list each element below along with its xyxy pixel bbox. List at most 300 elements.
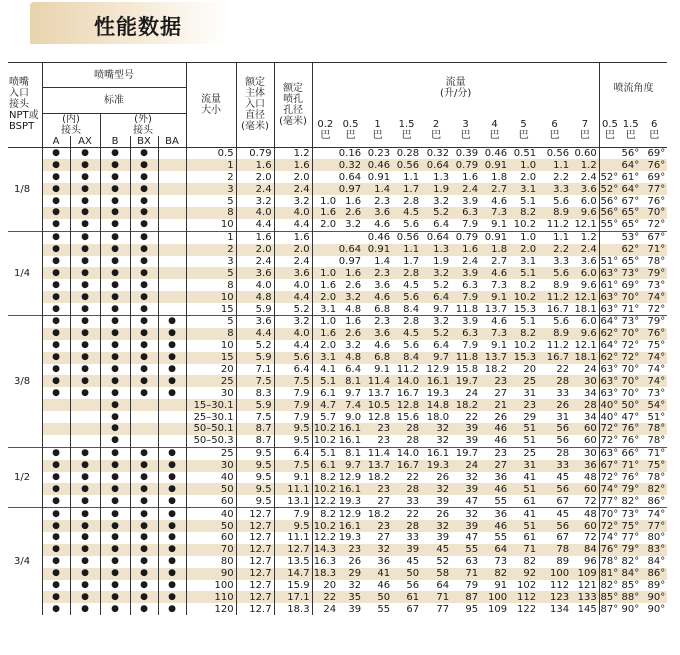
flow-value: 145 xyxy=(571,603,599,615)
flow-value: 63 xyxy=(465,556,479,568)
flow-value: 12.2 xyxy=(313,532,337,544)
flow-value: 48 xyxy=(571,472,599,484)
spray-angle: 88° xyxy=(621,591,640,603)
flow-value: 6.4 xyxy=(433,340,450,352)
model-availability-dot: ● xyxy=(100,159,130,171)
spray-angle: 78° xyxy=(641,423,667,435)
model-availability-dot xyxy=(130,399,158,411)
flow-value: 2.0 xyxy=(320,219,337,231)
model-header: 喷嘴型号 xyxy=(42,63,186,88)
flow-value: 35 xyxy=(338,591,363,603)
inlet-diameter: 0.79 xyxy=(236,147,274,159)
inlet-diameter: 3.2 xyxy=(236,195,274,207)
flow-value: 9.1 xyxy=(491,219,508,231)
model-availability-dot: ● xyxy=(158,508,186,520)
flow-value: 2.6 xyxy=(345,279,362,291)
model-availability-dot: ● xyxy=(130,580,158,592)
flow-value: 45 xyxy=(421,544,451,556)
orifice-header: 额定 喷孔 孔径 (毫米) xyxy=(274,63,312,148)
flow-value: 24 xyxy=(571,364,599,376)
inlet-diameter: 5.9 xyxy=(236,399,274,411)
model-availability-dot: ● xyxy=(158,532,186,544)
flow-value: 8.4 xyxy=(392,352,421,364)
table-row xyxy=(8,591,667,603)
table-row xyxy=(8,423,667,435)
flow-value: 18.0 xyxy=(426,411,450,423)
table-row xyxy=(8,508,667,520)
flow-value: 26 xyxy=(538,399,571,411)
flow-size: 3 xyxy=(186,183,236,195)
model-availability-dot: ● xyxy=(100,352,130,364)
spray-angle: 70° xyxy=(621,387,640,399)
model-availability-dot: ● xyxy=(100,279,130,291)
flow-value: 2.2 xyxy=(538,244,571,256)
flow-value: 2.8 xyxy=(392,315,421,327)
spray-angle: 63° xyxy=(600,291,619,303)
model-availability-dot xyxy=(158,231,186,243)
table-row xyxy=(8,159,667,171)
flow-value: 39 xyxy=(392,544,421,556)
spray-angle: 71° xyxy=(621,460,640,472)
flow-value: 71 xyxy=(421,591,451,603)
table-row xyxy=(8,387,667,399)
spray-angle: 56° xyxy=(600,207,619,219)
model-availability-dot: ● xyxy=(130,315,158,327)
flow-value: 12.8 xyxy=(392,399,421,411)
inlet-diameter: 2.4 xyxy=(236,256,274,268)
flow-value: 1.1 xyxy=(538,159,571,171)
flow-size: 25 xyxy=(186,375,236,387)
orifice-diameter: 4.4 xyxy=(274,340,312,352)
flow-value: 73 xyxy=(494,556,508,568)
orifice-diameter: 14.7 xyxy=(274,568,312,580)
spray-angle: 82° xyxy=(641,483,667,495)
model-availability-dot: ● xyxy=(70,483,100,495)
spray-angle: 63° xyxy=(600,375,619,387)
flow-value: 16.1 xyxy=(338,520,362,532)
orifice-diameter: 4.4 xyxy=(274,219,312,231)
flow-value: 0.56 xyxy=(392,231,421,243)
model-availability-dot: ● xyxy=(70,291,100,303)
spray-angle: 52° xyxy=(600,171,619,183)
model-availability-dot: ● xyxy=(158,472,186,484)
flow-value: 31 xyxy=(509,460,538,472)
flow-value: 1.6 xyxy=(338,267,363,279)
orifice-diameter: 3.6 xyxy=(274,267,312,279)
model-availability-dot: ● xyxy=(130,508,158,520)
npt-size: 3/4 xyxy=(8,508,42,616)
inlet-diameter: 12.7 xyxy=(236,580,274,592)
flow-value: 32 xyxy=(436,435,450,447)
flow-value: 23 xyxy=(363,423,392,435)
model-availability-dot: ● xyxy=(42,495,70,507)
flow-value: 20 xyxy=(523,363,537,375)
spray-angle: 79° xyxy=(621,544,640,556)
spray-angle: 61° xyxy=(600,279,619,291)
inlet-diameter: 12.7 xyxy=(236,508,274,520)
flow-value: 9.0 xyxy=(345,411,362,423)
flow-value: 39 xyxy=(451,423,480,435)
flow-value: 11.2 xyxy=(538,291,571,303)
orifice-diameter: 6.4 xyxy=(274,447,312,459)
spray-angle: 67° xyxy=(641,231,667,243)
model-availability-dot: ● xyxy=(100,315,130,327)
model-availability-dot: ● xyxy=(42,460,70,472)
orifice-diameter: 3.2 xyxy=(274,315,312,327)
flow-value: 15.3 xyxy=(509,352,538,364)
flow-size: 30 xyxy=(186,460,236,472)
flow-value: 32 xyxy=(348,580,362,591)
model-availability-dot: ● xyxy=(130,447,158,459)
flow-value: 18.2 xyxy=(363,508,392,520)
model-availability-dot: ● xyxy=(70,303,100,315)
model-availability-dot: ● xyxy=(130,219,158,231)
flow-value: 45 xyxy=(538,508,571,520)
model-availability-dot: ● xyxy=(130,387,158,399)
flow-value: 8.2 xyxy=(320,471,337,483)
flow-value: 13.7 xyxy=(363,460,392,472)
flow-value: 3.6 xyxy=(363,207,392,219)
flow-value: 34 xyxy=(571,387,599,399)
orifice-diameter: 11.1 xyxy=(274,483,312,495)
model-availability-dot: ● xyxy=(100,544,130,556)
model-availability-dot: ● xyxy=(100,399,130,411)
flow-value: 24 xyxy=(323,603,337,615)
flow-value: 0.91 xyxy=(480,231,509,243)
flow-value: 9.1 xyxy=(480,291,509,303)
inlet-header: 额定 主体 入口 直径 (毫米) xyxy=(236,63,274,148)
model-availability-dot: ● xyxy=(70,532,100,544)
table-row xyxy=(8,411,667,423)
inlet-diameter: 2.4 xyxy=(236,183,274,195)
model-availability-dot: ● xyxy=(70,495,100,507)
flow-value: 56 xyxy=(538,423,571,435)
flow-value: 14.0 xyxy=(392,375,421,387)
orifice-diameter: 4.4 xyxy=(274,291,312,303)
spray-angle: 55° xyxy=(600,219,619,231)
model-availability-dot: ● xyxy=(158,328,186,340)
model-availability-dot: ● xyxy=(42,340,70,352)
flow-value: 64 xyxy=(480,544,509,556)
flow-value: 11.4 xyxy=(363,375,392,387)
orifice-diameter: 2.4 xyxy=(274,256,312,268)
model-availability-dot: ● xyxy=(70,352,100,364)
flow-value: 5.2 xyxy=(433,279,450,291)
spray-angle: 64° xyxy=(621,159,640,171)
flow-value: 134 xyxy=(549,603,570,615)
flow-value: 2.3 xyxy=(363,315,392,327)
flow-value: 8.1 xyxy=(338,447,363,459)
flow-value: 36 xyxy=(494,471,508,483)
flow-value: 13.7 xyxy=(480,352,509,364)
spray-angle: 70° xyxy=(621,291,640,303)
model-availability-dot: ● xyxy=(70,328,100,340)
flow-value: 4.6 xyxy=(480,315,509,327)
model-availability-dot xyxy=(158,267,186,279)
p-8: 6 巴 xyxy=(538,113,571,147)
flow-value: 12.1 xyxy=(571,291,599,303)
flow-value: 51 xyxy=(509,423,538,435)
spray-angle: 64° xyxy=(600,340,619,352)
flow-value: 6.8 xyxy=(374,303,391,315)
flow-value: 109 xyxy=(571,568,599,580)
spray-angle: 76° xyxy=(621,423,640,435)
model-availability-dot: ● xyxy=(70,460,100,472)
flow-value: 10.2 xyxy=(513,219,537,231)
flow-value: 30 xyxy=(571,447,599,459)
inlet-diameter: 7.5 xyxy=(236,375,274,387)
inlet-diameter: 8.3 xyxy=(236,387,274,399)
flow-value: 4.8 xyxy=(338,352,363,364)
flow-value: 5.1 xyxy=(520,195,537,207)
model-availability-dot: ● xyxy=(130,520,158,532)
flow-value: 8.2 xyxy=(509,207,538,219)
model-availability-dot: ● xyxy=(130,352,158,364)
flow-value: 27 xyxy=(480,460,509,472)
flow-value: 27 xyxy=(377,495,391,507)
spray-angle: 63° xyxy=(600,363,619,375)
spray-angle: 77° xyxy=(641,183,667,195)
inlet-diameter: 3.6 xyxy=(236,267,274,279)
spray-angle: 73° xyxy=(621,267,640,279)
model-availability-dot: ● xyxy=(130,328,158,340)
model-availability-dot: ● xyxy=(100,520,130,532)
inlet-diameter: 5.9 xyxy=(236,352,274,364)
orifice-diameter: 1.6 xyxy=(274,159,312,171)
spray-angle: 74° xyxy=(600,483,619,495)
flow-value: 4.8 xyxy=(345,303,362,315)
flow-value: 61 xyxy=(523,495,537,507)
flow-value: 16.1 xyxy=(338,483,362,495)
flow-size: 40 xyxy=(186,472,236,484)
flow-value: 2.4 xyxy=(462,255,479,267)
col-bx: BX xyxy=(130,136,158,148)
flow-value: 50 xyxy=(363,591,392,603)
model-availability-dot: ● xyxy=(70,520,100,532)
spray-angle: 69° xyxy=(647,147,666,159)
orifice-diameter: 12.7 xyxy=(274,544,312,556)
flow-value: 3.2 xyxy=(345,219,362,231)
flow-value: 78 xyxy=(538,544,571,556)
flow-value: 4.6 xyxy=(491,195,508,207)
flow-value: 28 xyxy=(392,520,421,532)
flow-value: 10.2 xyxy=(313,423,337,435)
flow-value: 56 xyxy=(406,580,420,591)
flow-size: 1 xyxy=(186,231,236,243)
table-row xyxy=(8,244,667,256)
flow-value: 6.4 xyxy=(345,363,362,375)
flow-value: 12.9 xyxy=(338,508,362,520)
flow-value xyxy=(338,231,363,243)
inlet-diameter: 1.6 xyxy=(236,231,274,243)
flow-value: 6.1 xyxy=(320,387,337,399)
orifice-diameter: 11.1 xyxy=(274,532,312,544)
flow-value: 60 xyxy=(571,423,599,435)
flow-value: 0.39 xyxy=(455,147,479,159)
flow-value: 100 xyxy=(480,591,509,603)
flow-value: 1.6 xyxy=(320,279,337,291)
model-availability-dot: ● xyxy=(100,460,130,472)
model-availability-dot: ● xyxy=(130,303,158,315)
flow-value: 1.6 xyxy=(462,171,479,183)
flow-value: 28 xyxy=(406,435,420,447)
flow-value: 0.91 xyxy=(367,171,391,183)
model-availability-dot: ● xyxy=(130,183,158,195)
model-availability-dot: ● xyxy=(42,472,70,484)
flow-value: 1.6 xyxy=(312,328,338,340)
flow-value: 2.6 xyxy=(338,207,363,219)
orifice-diameter: 7.9 xyxy=(274,387,312,399)
model-availability-dot: ● xyxy=(70,279,100,291)
flow-value: 27 xyxy=(494,387,508,399)
model-availability-dot: ● xyxy=(70,508,100,520)
flow-value: 18.2 xyxy=(451,399,480,411)
spray-angle: 85° xyxy=(600,591,619,603)
model-availability-dot: ● xyxy=(100,303,130,315)
flow-value: 56 xyxy=(538,483,571,495)
flow-value: 45 xyxy=(406,556,420,568)
orifice-diameter: 7.9 xyxy=(274,508,312,520)
flow-value: 1.0 xyxy=(312,315,338,327)
model-availability-dot: ● xyxy=(42,171,70,183)
flow-value: 51 xyxy=(509,520,538,532)
orifice-diameter: 4.0 xyxy=(274,328,312,340)
model-availability-dot: ● xyxy=(42,352,70,364)
flow-value: 8.1 xyxy=(338,375,363,387)
flow-value: 6.0 xyxy=(571,315,599,327)
flow-value: 1.2 xyxy=(571,231,599,243)
flow-size: 60 xyxy=(186,532,236,544)
flow-size: 15 xyxy=(186,352,236,364)
model-availability-dot xyxy=(158,183,186,195)
spray-angle: 54° xyxy=(641,399,667,411)
flow-value: 1.8 xyxy=(491,171,508,183)
flow-value: 48 xyxy=(571,508,599,520)
flow-value: 77 xyxy=(436,603,450,615)
p-0: 0.2 巴 xyxy=(312,113,338,147)
flow-value: 8.4 xyxy=(403,303,420,315)
spray-angle: 63° xyxy=(600,448,619,460)
spray-angle: 79° xyxy=(641,315,667,327)
flow-value: 10.2 xyxy=(313,483,337,495)
flow-size: 2 xyxy=(186,244,236,256)
model-availability-dot: ● xyxy=(130,483,158,495)
flow-value: 28 xyxy=(392,483,421,495)
model-availability-dot: ● xyxy=(158,556,186,568)
table-row xyxy=(8,147,667,159)
model-availability-dot: ● xyxy=(70,315,100,327)
model-availability-dot: ● xyxy=(100,603,130,615)
model-availability-dot: ● xyxy=(130,364,158,376)
flow-value: 4.6 xyxy=(374,219,391,231)
spray-angle: 81° xyxy=(600,568,619,580)
model-availability-dot xyxy=(158,256,186,268)
model-availability-dot: ● xyxy=(70,267,100,279)
flow-value: 7.9 xyxy=(451,291,480,303)
flow-value: 2.6 xyxy=(338,328,363,340)
model-availability-dot: ● xyxy=(100,328,130,340)
model-availability-dot: ● xyxy=(42,556,70,568)
table-row xyxy=(8,580,667,592)
spray-angle: 72° xyxy=(600,423,619,435)
model-availability-dot: ● xyxy=(42,508,70,520)
flow-size: 5 xyxy=(186,195,236,207)
flow-value: 36 xyxy=(377,556,391,568)
model-availability-dot xyxy=(130,435,158,447)
flow-value: 39 xyxy=(436,495,450,507)
flow-value: 5.6 xyxy=(538,267,571,279)
spray-angle: 63° xyxy=(600,267,619,279)
flow-value: 0.46 xyxy=(363,231,392,243)
flow-value: 2.4 xyxy=(571,244,599,256)
model-availability-dot: ● xyxy=(158,352,186,364)
model-availability-dot: ● xyxy=(70,147,100,159)
model-availability-dot: ● xyxy=(100,267,130,279)
model-availability-dot: ● xyxy=(100,375,130,387)
flow-value: 5.2 xyxy=(421,328,451,340)
model-availability-dot: ● xyxy=(42,603,70,615)
flow-size: 8 xyxy=(186,207,236,219)
flow-value: 29 xyxy=(523,411,537,423)
flow-value: 32 xyxy=(451,508,480,520)
spray-angle xyxy=(599,147,620,159)
flow-value: 60 xyxy=(571,435,599,447)
flow-value: 82 xyxy=(523,556,537,568)
flow-value: 28 xyxy=(538,375,571,387)
flow-size: 25–30.1 xyxy=(186,411,236,423)
flow-value: 14.3 xyxy=(313,544,337,556)
model-availability-dot: ● xyxy=(70,375,100,387)
flow-value: 10.2 xyxy=(513,340,537,352)
flow-size: 10 xyxy=(186,340,236,352)
flow-value: 24 xyxy=(451,460,480,472)
spray-angle: 73° xyxy=(621,316,640,328)
model-availability-dot: ● xyxy=(42,447,70,459)
flow-value: 46 xyxy=(480,423,509,435)
flow-value: 0.97 xyxy=(338,183,362,195)
flow-value: 3.9 xyxy=(451,315,480,327)
p-7: 5 巴 xyxy=(509,113,538,147)
table-row xyxy=(8,364,667,376)
flow-value: 31 xyxy=(523,387,537,399)
spray-angle: 40° xyxy=(600,399,619,411)
table-row xyxy=(8,315,667,327)
flow-value: 64 xyxy=(436,580,450,591)
inner-header: (内) 接头 xyxy=(42,113,100,136)
flow-value: 6.8 xyxy=(363,352,392,364)
spray-angle: 72° xyxy=(621,352,640,364)
flow-value: 19.3 xyxy=(338,495,362,507)
inlet-diameter: 2.0 xyxy=(236,244,274,256)
flow-value: 1.1 xyxy=(403,171,420,183)
flow-value: 16.7 xyxy=(392,460,421,472)
title-banner xyxy=(30,2,226,44)
flow-value: 22 xyxy=(556,363,570,375)
flow-value: 51 xyxy=(523,435,537,447)
spray-angle: 72° xyxy=(621,340,640,352)
spray-angle: 76° xyxy=(621,435,640,447)
flow-value: 18.1 xyxy=(571,352,599,364)
flow-value: 109 xyxy=(487,603,508,615)
flow-value: 96 xyxy=(571,556,599,568)
col-ax: AX xyxy=(70,136,100,148)
flow-value: 3.1 xyxy=(520,255,537,267)
flow-value: 34 xyxy=(571,411,599,423)
performance-table xyxy=(8,62,667,615)
spray-angle: 47° xyxy=(621,411,640,423)
inlet-diameter: 9.5 xyxy=(236,495,274,507)
flow-value: 123 xyxy=(538,591,571,603)
